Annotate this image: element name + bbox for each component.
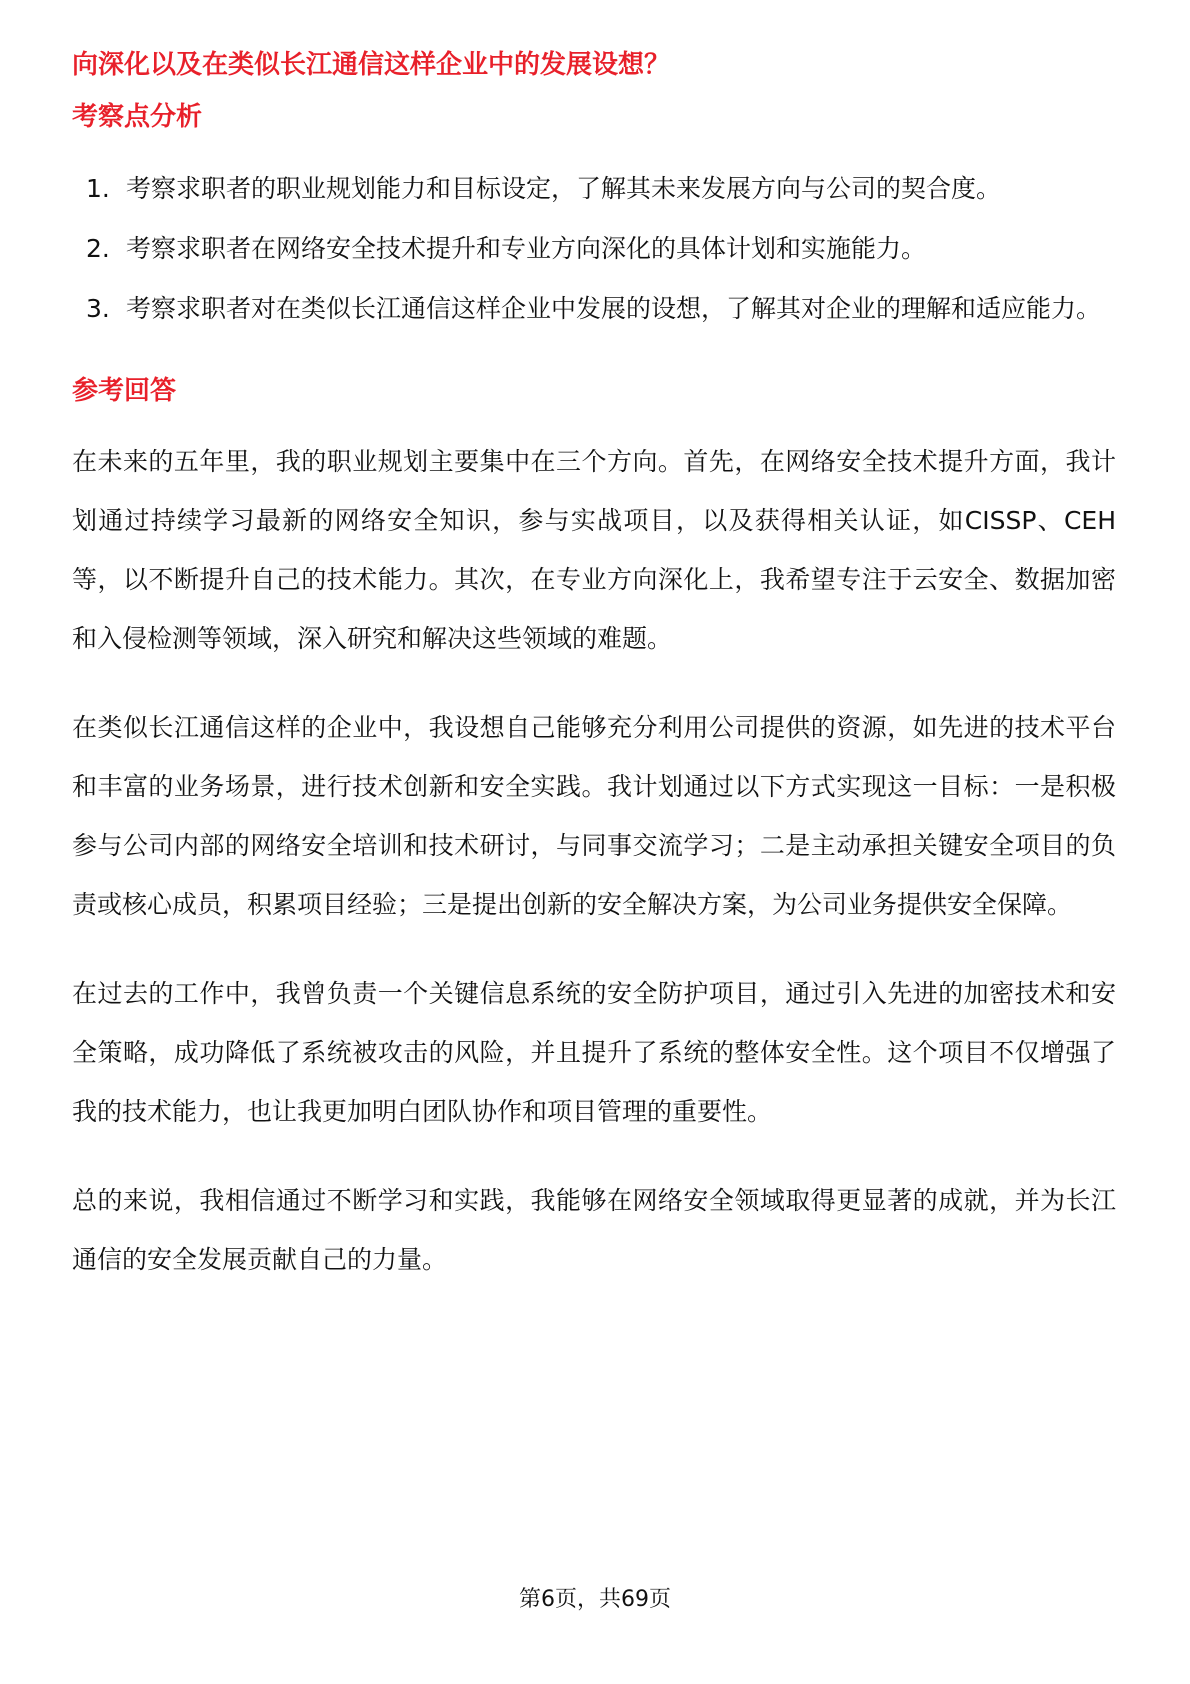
list-number: 3. (86, 294, 110, 323)
analysis-item (72, 220, 1116, 278)
analysis-heading: 考察点分析 (72, 102, 203, 132)
analysis-item-text: 考察求职者的职业规划能力和目标设定，了解其未来发展方向与公司的契合度。 (126, 174, 1002, 203)
analysis-item (72, 280, 1116, 338)
continued-question-heading: 向深化以及在类似长江通信这样企业中的发展设想？ (72, 50, 671, 80)
analysis-item-text: 考察求职者在网络安全技术提升和专业方向深化的具体计划和实施能力。 (126, 234, 927, 263)
analysis-item (72, 160, 1116, 218)
answer-heading: 参考回答 (72, 376, 177, 406)
answer-paragraph: 在过去的工作中，我曾负责一个关键信息系统的安全防护项目，通过引入先进的加密技术和安全策略，成功降低了系统被攻击的风险，并且提升了系统的整体安全性。这个项目不仅增强了我的技术能力，也让我更加明白团队协作和项目管理的重要性。 (72, 979, 1116, 1126)
page-footer: 第6页，共69页 (519, 1587, 671, 1612)
list-number: 2. (86, 234, 110, 263)
answer-paragraph: 在类似长江通信这样的企业中，我设想自己能够充分利用公司提供的资源，如先进的技术平台和丰富的业务场景，进行技术创新和安全实践。我计划通过以下方式实现这一目标：一是积极参与公司内部的网络安全培训和技术研讨，与同事交流学习；二是主动承担关键安全项目的负责或核心成员，积累项目经验；三是提出创新的安全解决方案，为公司业务提供安全保障。 (72, 713, 1116, 919)
answer-paragraph: 总的来说，我相信通过不断学习和实践，我能够在网络安全领域取得更显著的成就，并为长江通信的安全发展贡献自己的力量。 (72, 1186, 1116, 1274)
content (72, 46, 1116, 1319)
analysis-item-text: 考察求职者对在类似长江通信这样企业中发展的设想，了解其对企业的理解和适应能力。 (126, 294, 1102, 323)
analysis-list (72, 160, 1116, 338)
answer-paragraph: 在未来的五年里，我的职业规划主要集中在三个方向。首先，在网络安全技术提升方面，我计划通过持续学习最新的网络安全知识，参与实战项目，以及获得相关认证，如CISSP、CEH等，以不断提升自己的技术能力。其次，在专业方向深化上，我希望专注于云安全、数据加密和入侵检测等领域，深入研究和解决这些领域的难题。 (72, 447, 1116, 653)
list-number: 1. (86, 174, 110, 203)
